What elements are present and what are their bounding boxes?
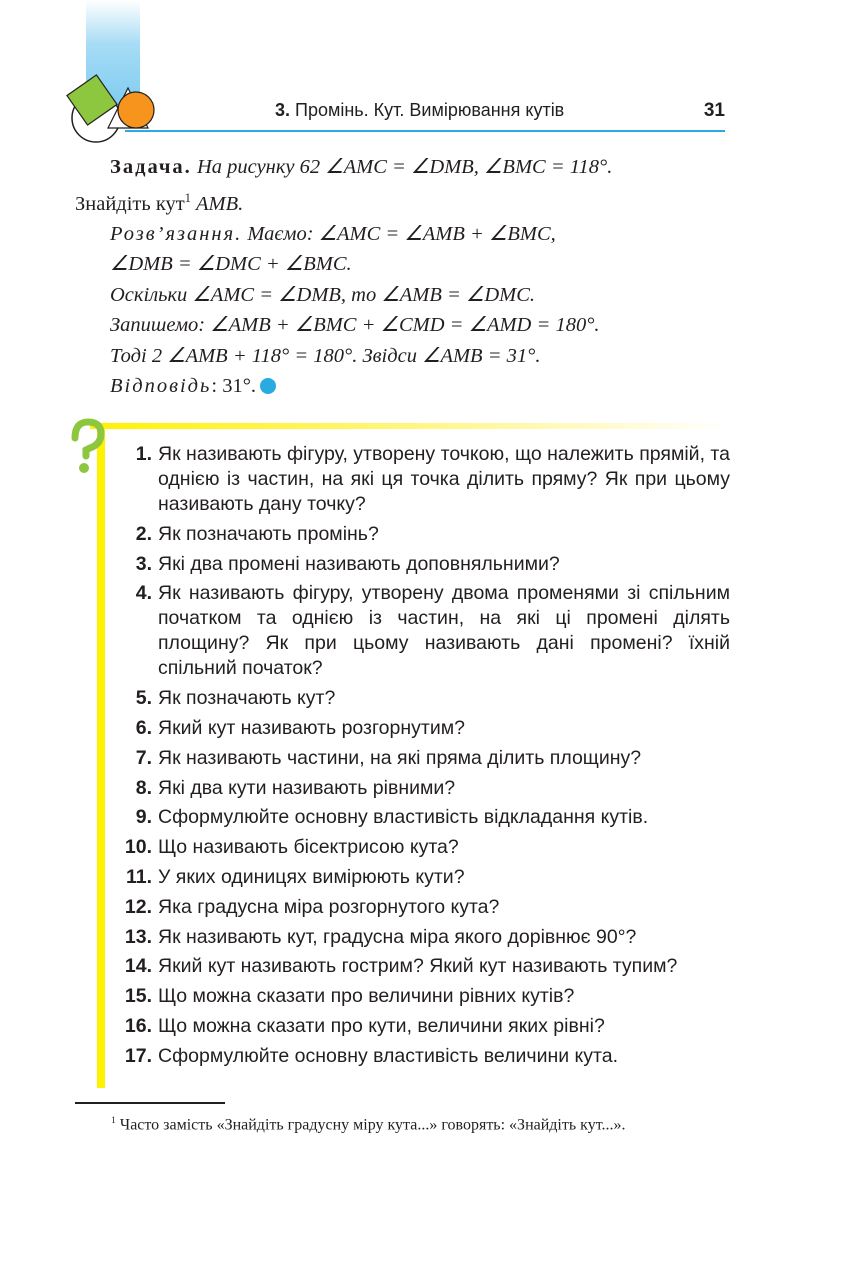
footnote — [75, 1110, 725, 1136]
geometric-shapes-logo — [0, 0, 170, 150]
question-text: Що можна сказати про величини рівних кутів? — [158, 985, 575, 1008]
solution-label: Розв’язання. — [110, 222, 243, 245]
question-text: Як називають фігуру, утворену двома променями зі спільним початком та однією із частин, на які ці промені ділять площину? Як при цьому називають дані промені? їхній спільний початок? — [158, 582, 730, 680]
question-text: Як називають кут, градусна міра якого дорівнює 90°? — [158, 925, 637, 948]
question-item — [110, 865, 730, 890]
question-number: 8. — [135, 776, 152, 799]
question-item — [110, 895, 730, 920]
task-line-1 — [75, 152, 725, 183]
question-text: Як називають частини, на які пряма ділить площину? — [158, 746, 642, 769]
task-find-suffix: AMB. — [190, 192, 244, 215]
question-number: 6. — [135, 716, 152, 739]
end-of-solution-dot-icon — [260, 378, 276, 394]
question-number: 15. — [124, 985, 152, 1008]
question-item — [110, 1044, 730, 1069]
answer-value: : 31°. — [211, 375, 257, 398]
question-number: 7. — [135, 746, 152, 769]
question-number: 14. — [124, 955, 152, 978]
question-number: 16. — [124, 1014, 152, 1037]
question-item — [110, 686, 730, 711]
question-item — [110, 716, 730, 741]
question-item — [110, 552, 730, 577]
task-find-prefix: Знайдіть кут — [75, 192, 185, 215]
section-title: Промінь. Кут. Вимірювання кутів — [295, 100, 565, 120]
question-item — [110, 581, 730, 681]
question-number: 4. — [135, 582, 152, 605]
solution-line-5: Тоді 2 ∠AMB + 118° = 180°. Звідси ∠AMB = 31°. — [110, 344, 541, 367]
question-text: Який кут називають гострим? Який кут називають тупим? — [158, 955, 678, 978]
question-text: У яких одиницях вимірюють кути? — [158, 865, 465, 888]
question-item — [110, 805, 730, 830]
question-text: Які два кути називають рівними? — [158, 776, 456, 799]
question-text: Сформулюйте основну властивість відкладання кутів. — [158, 806, 649, 829]
header-rule — [125, 130, 725, 132]
question-text: Сформулюйте основну властивість величини кута. — [158, 1044, 619, 1067]
questions-side-rule — [97, 423, 105, 1088]
footnote-rule — [75, 1102, 225, 1104]
solution-line-2: ∠DMB = ∠DMC + ∠BMC. — [110, 253, 352, 276]
question-item — [110, 984, 730, 1009]
question-text: Як позначають кут? — [158, 687, 336, 710]
question-item — [110, 442, 730, 517]
question-item — [110, 835, 730, 860]
task-line-2 — [75, 183, 725, 219]
question-item — [110, 954, 730, 979]
question-number: 1. — [135, 443, 152, 465]
answer-label: Відповідь — [110, 375, 212, 398]
question-number: 13. — [124, 925, 152, 948]
question-number: 17. — [124, 1044, 152, 1067]
solution-text-1: Маємо: ∠AMC = ∠AMB + ∠BMC, — [242, 222, 556, 245]
running-header-title — [275, 100, 564, 121]
question-text: Як називають фігуру, утворену точкою, що належить прямій, та однією із частин, на які ця точка ділить пряму? Як при цьому називають дану точку? — [158, 443, 730, 515]
answer-line — [75, 371, 725, 402]
task-statement: На рисунку 62 ∠AMC = ∠DMB, ∠BMC = 118°. — [196, 156, 613, 178]
question-number: 11. — [125, 865, 152, 888]
question-mark-icon — [70, 418, 106, 478]
question-number: 3. — [135, 552, 152, 575]
page-number: 31 — [703, 100, 725, 121]
solution-line-4: Запишемо: ∠AMB + ∠BMC + ∠CMD = ∠AMD = 180°. — [110, 314, 600, 337]
questions-list — [110, 442, 730, 1074]
footnote-mark: 1 — [111, 1115, 116, 1126]
question-text: Що називають бісектрисою кута? — [158, 836, 459, 859]
question-number: 5. — [135, 687, 152, 710]
question-item — [110, 776, 730, 801]
solution-line-1 — [75, 219, 725, 250]
question-number: 10. — [124, 836, 152, 859]
question-text: Як позначають промінь? — [158, 522, 379, 545]
question-item — [110, 746, 730, 771]
question-text: Який кут називають розгорнутим? — [158, 716, 465, 739]
task-label: Задача. — [110, 156, 192, 178]
questions-top-rule — [90, 423, 730, 429]
footnote-text: Часто замість «Знайдіть градусну міру кута...» говорять: «Знайдіть кут...». — [115, 1116, 626, 1134]
solution-line-3: Оскільки ∠AMC = ∠DMB, то ∠AMB = ∠DMC. — [110, 283, 536, 306]
task-block — [75, 152, 725, 402]
question-item — [110, 1014, 730, 1039]
question-text: Які два промені називають доповняльними? — [158, 552, 560, 575]
question-text: Що можна сказати про кути, величини яких рівні? — [158, 1014, 605, 1037]
footnote-ref: 1 — [184, 190, 191, 205]
section-number: 3. — [275, 100, 291, 120]
question-text: Яка градусна міра розгорнутого кута? — [158, 895, 500, 918]
question-number: 9. — [135, 806, 152, 829]
question-number: 12. — [124, 895, 152, 918]
question-item — [110, 925, 730, 950]
question-item — [110, 522, 730, 547]
question-number: 2. — [135, 522, 152, 545]
